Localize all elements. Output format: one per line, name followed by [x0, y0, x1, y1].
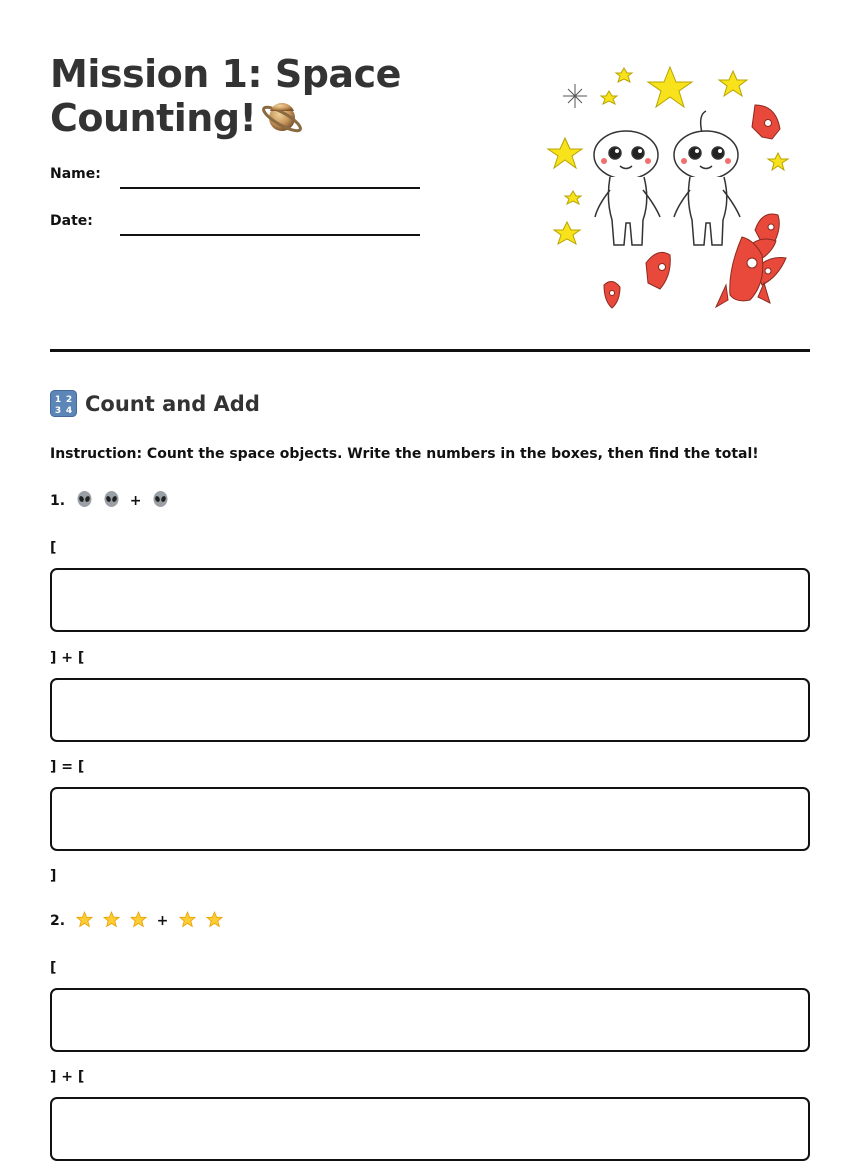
open-bracket: [	[50, 960, 57, 976]
problem-1-prompt	[50, 491, 174, 511]
answer-box-first-count[interactable]	[50, 988, 810, 1052]
date-field[interactable]	[50, 213, 420, 237]
name-field[interactable]	[50, 166, 420, 190]
alien-icon	[103, 491, 120, 508]
name-label: Name:	[50, 166, 101, 182]
svg-text:1: 1	[54, 395, 62, 405]
plus-sign: +	[156, 913, 169, 929]
problem-number: 2.	[50, 913, 66, 929]
section-title-text: Count and Add	[85, 392, 260, 416]
sparkle-icon	[563, 84, 587, 108]
problem-2-prompt	[50, 911, 228, 931]
problem-number: 1.	[50, 493, 66, 509]
alien-icon	[76, 491, 93, 508]
aliens-rockets-illustration	[540, 55, 790, 320]
star-icon	[76, 911, 93, 928]
star-icon	[130, 911, 147, 928]
alien-icon	[152, 491, 169, 508]
svg-text:3: 3	[54, 406, 62, 416]
svg-text:4: 4	[65, 406, 73, 416]
plus-bracket: ] + [	[50, 1069, 85, 1085]
star-icon	[103, 911, 120, 928]
answer-box-first-count[interactable]	[50, 568, 810, 632]
equals-bracket: ] = [	[50, 759, 85, 775]
open-bracket: [	[50, 540, 57, 556]
date-write-line[interactable]	[120, 234, 420, 236]
alien-character-left	[594, 131, 660, 245]
plus-bracket: ] + [	[50, 650, 85, 666]
instruction-text: Instruction: Count the space objects. Write the numbers in the boxes, then find the total!	[50, 446, 759, 462]
input-numbers-icon	[50, 390, 77, 417]
svg-text:2: 2	[65, 395, 73, 405]
section-title	[50, 390, 260, 420]
star-icon	[179, 911, 196, 928]
answer-box-second-count[interactable]	[50, 1097, 810, 1161]
ringed-planet-icon	[260, 97, 304, 137]
answer-box-total[interactable]	[50, 787, 810, 851]
page-title: Mission 1: Space Counting!	[50, 52, 401, 140]
close-bracket: ]	[50, 868, 57, 884]
alien-character-right	[674, 111, 740, 245]
star-icon	[206, 911, 223, 928]
star-icon	[548, 67, 788, 244]
plus-sign: +	[129, 493, 142, 509]
date-label: Date:	[50, 213, 93, 229]
name-write-line[interactable]	[120, 187, 420, 189]
answer-box-second-count[interactable]	[50, 678, 810, 742]
header-divider	[50, 349, 810, 352]
